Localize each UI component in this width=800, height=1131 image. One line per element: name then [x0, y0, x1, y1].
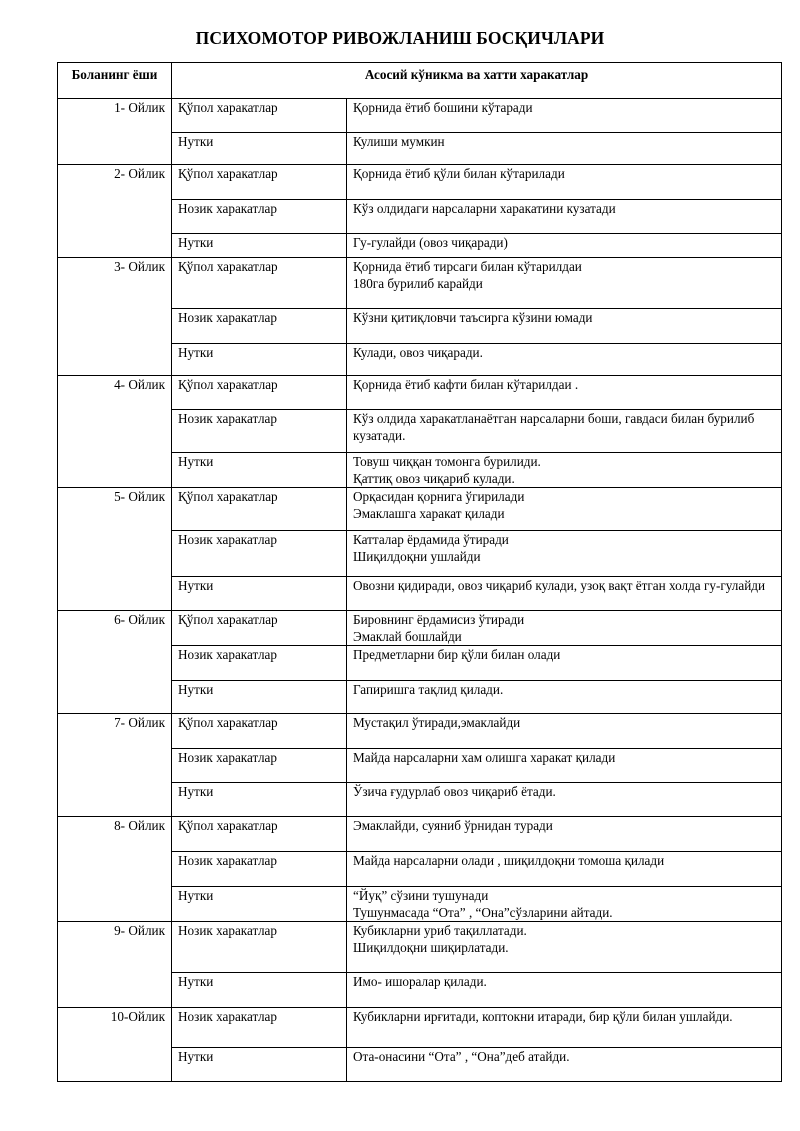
description-line: Мустақил ўтиради,эмаклайди	[353, 715, 521, 730]
age-cell: 2- Ойлик	[58, 165, 172, 258]
category-cell: Қўпол харакатлар	[172, 817, 347, 852]
age-cell: 5- Ойлик	[58, 488, 172, 611]
category-cell: Нозик харакатлар	[172, 852, 347, 887]
description-line: 180га бурилиб карайди	[353, 276, 483, 291]
description-line: Гу-гулайди (овоз чиқаради)	[353, 235, 508, 250]
table-row	[58, 611, 782, 646]
description-line: Эмаклайди, суяниб ўрнидан туради	[353, 818, 553, 833]
category-cell: Қўпол харакатлар	[172, 165, 347, 200]
description-cell	[347, 344, 782, 376]
age-cell: 9- Ойлик	[58, 922, 172, 1008]
category-cell: Нутки	[172, 973, 347, 1008]
table-row	[58, 714, 782, 749]
table-row	[58, 1008, 782, 1048]
description-line: Майда нарсаларни олади , шиқилдоқни томоша қилади	[353, 853, 665, 868]
age-cell: 7- Ойлик	[58, 714, 172, 817]
description-cell	[347, 200, 782, 234]
category-cell: Нутки	[172, 234, 347, 258]
age-cell: 1- Ойлик	[58, 99, 172, 165]
description-cell	[347, 577, 782, 611]
description-cell	[347, 133, 782, 165]
age-cell: 3- Ойлик	[58, 258, 172, 376]
age-cell: 8- Ойлик	[58, 817, 172, 922]
header-age: Боланинг ёши	[58, 63, 172, 99]
description-cell	[347, 410, 782, 453]
description-cell	[347, 234, 782, 258]
description-line: Эмаклашга харакат қилади	[353, 506, 505, 521]
description-line: Кубикларни ирғитади, коптокни итаради, бир қўли билан ушлайди.	[353, 1009, 733, 1024]
category-cell: Қўпол харакатлар	[172, 99, 347, 133]
description-cell	[347, 714, 782, 749]
description-line: Шиқилдоқни шиқирлатади.	[353, 940, 509, 955]
table-row	[58, 258, 782, 309]
description-cell	[347, 165, 782, 200]
description-cell	[347, 376, 782, 410]
description-line: Кўз олдидаги нарсаларни харакатини кузатади	[353, 201, 616, 216]
description-line: Кўзни қитиқловчи таъсирга кўзини юмади	[353, 310, 593, 325]
table-row	[58, 376, 782, 410]
description-line: Қаттиқ овоз чиқариб кулади.	[353, 471, 515, 486]
category-cell: Нутки	[172, 453, 347, 488]
category-cell: Қўпол харакатлар	[172, 376, 347, 410]
description-line: Ота-онасини “Ота” , “Она”деб атайди.	[353, 1049, 570, 1064]
category-cell: Нозик харакатлар	[172, 922, 347, 973]
description-cell	[347, 309, 782, 344]
category-cell: Нутки	[172, 577, 347, 611]
table-row	[58, 817, 782, 852]
description-line: Имо- ишоралар қилади.	[353, 974, 487, 989]
category-cell: Нозик харакатлар	[172, 410, 347, 453]
description-line: Қорнида ётиб қўли билан кўтарилади	[353, 166, 565, 181]
description-cell	[347, 887, 782, 922]
table-body	[58, 99, 782, 1082]
description-line: Қорнида ётиб бошини кўтаради	[353, 100, 533, 115]
description-line: Бировнинг ёрдамисиз ўтиради	[353, 612, 525, 627]
description-line: Товуш чиққан томонга бурилиди.	[353, 454, 541, 469]
age-cell: 4- Ойлик	[58, 376, 172, 488]
description-line: Қорнида ётиб кафти билан кўтарилдаи .	[353, 377, 579, 392]
category-cell: Нозик харакатлар	[172, 200, 347, 234]
category-cell: Нутки	[172, 783, 347, 817]
description-line: Катталар ёрдамида ўтиради	[353, 532, 509, 547]
category-cell: Нозик харакатлар	[172, 1008, 347, 1048]
category-cell: Қўпол харакатлар	[172, 611, 347, 646]
category-cell: Қўпол харакатлар	[172, 488, 347, 531]
description-line: Эмаклай бошлайди	[353, 629, 462, 644]
table-row	[58, 922, 782, 973]
age-cell: 10-Ойлик	[58, 1008, 172, 1082]
header-skills: Асосий кўникма ва хатти харакатлар	[172, 63, 782, 99]
description-line: “Йуқ” сўзини тушунади	[353, 888, 489, 903]
description-cell	[347, 488, 782, 531]
category-cell: Нутки	[172, 681, 347, 714]
description-cell	[347, 681, 782, 714]
category-cell: Қўпол харакатлар	[172, 714, 347, 749]
table-row	[58, 99, 782, 133]
description-cell	[347, 817, 782, 852]
age-cell: 6- Ойлик	[58, 611, 172, 714]
description-line: Тушунмасада “Ота” , “Она”сўзларини айтади.	[353, 905, 613, 920]
table-row	[58, 488, 782, 531]
description-line: Предметларни бир қўли билан олади	[353, 647, 561, 662]
description-cell	[347, 852, 782, 887]
description-cell	[347, 1048, 782, 1082]
description-line: Кубикларни уриб тақиллатади.	[353, 923, 527, 938]
description-line: Орқасидан қорнига ўгирилади	[353, 489, 525, 504]
description-cell	[347, 99, 782, 133]
category-cell: Нутки	[172, 133, 347, 165]
description-cell	[347, 1008, 782, 1048]
description-cell	[347, 646, 782, 681]
description-line: Овозни қидиради, овоз чиқариб кулади, узоқ вақт ётган холда гу-гулайди	[353, 578, 766, 593]
description-cell	[347, 783, 782, 817]
description-cell	[347, 453, 782, 488]
category-cell: Қўпол харакатлар	[172, 258, 347, 309]
description-cell	[347, 531, 782, 577]
description-cell	[347, 922, 782, 973]
category-cell: Нозик харакатлар	[172, 646, 347, 681]
description-line: Шиқилдоқни ушлайди	[353, 549, 481, 564]
description-line: Кулади, овоз чиқаради.	[353, 345, 483, 360]
category-cell: Нозик харакатлар	[172, 531, 347, 577]
category-cell: Нозик харакатлар	[172, 309, 347, 344]
development-table	[57, 62, 782, 1082]
description-line: Қорнида ётиб тирсаги билан кўтарилдаи	[353, 259, 582, 274]
category-cell: Нозик харакатлар	[172, 749, 347, 783]
description-cell	[347, 611, 782, 646]
description-cell	[347, 258, 782, 309]
table-header-row	[58, 63, 782, 99]
category-cell: Нутки	[172, 1048, 347, 1082]
description-line: Майда нарсаларни хам олишга харакат қилади	[353, 750, 616, 765]
page-title: ПСИХОМОТОР РИВОЖЛАНИШ БОСҚИЧЛАРИ	[195, 28, 605, 48]
description-line: Ўзича ғудурлаб овоз чиқариб ётади.	[353, 784, 556, 799]
description-cell	[347, 973, 782, 1008]
description-line: Гапиришга тақлид қилади.	[353, 682, 504, 697]
table-row	[58, 165, 782, 200]
category-cell: Нутки	[172, 887, 347, 922]
category-cell: Нутки	[172, 344, 347, 376]
description-line: Кулиши мумкин	[353, 134, 445, 149]
description-cell	[347, 749, 782, 783]
description-line: Кўз олдида харакатланаётган нарсаларни боши, гавдаси билан бурилиб кузатади.	[353, 411, 755, 443]
